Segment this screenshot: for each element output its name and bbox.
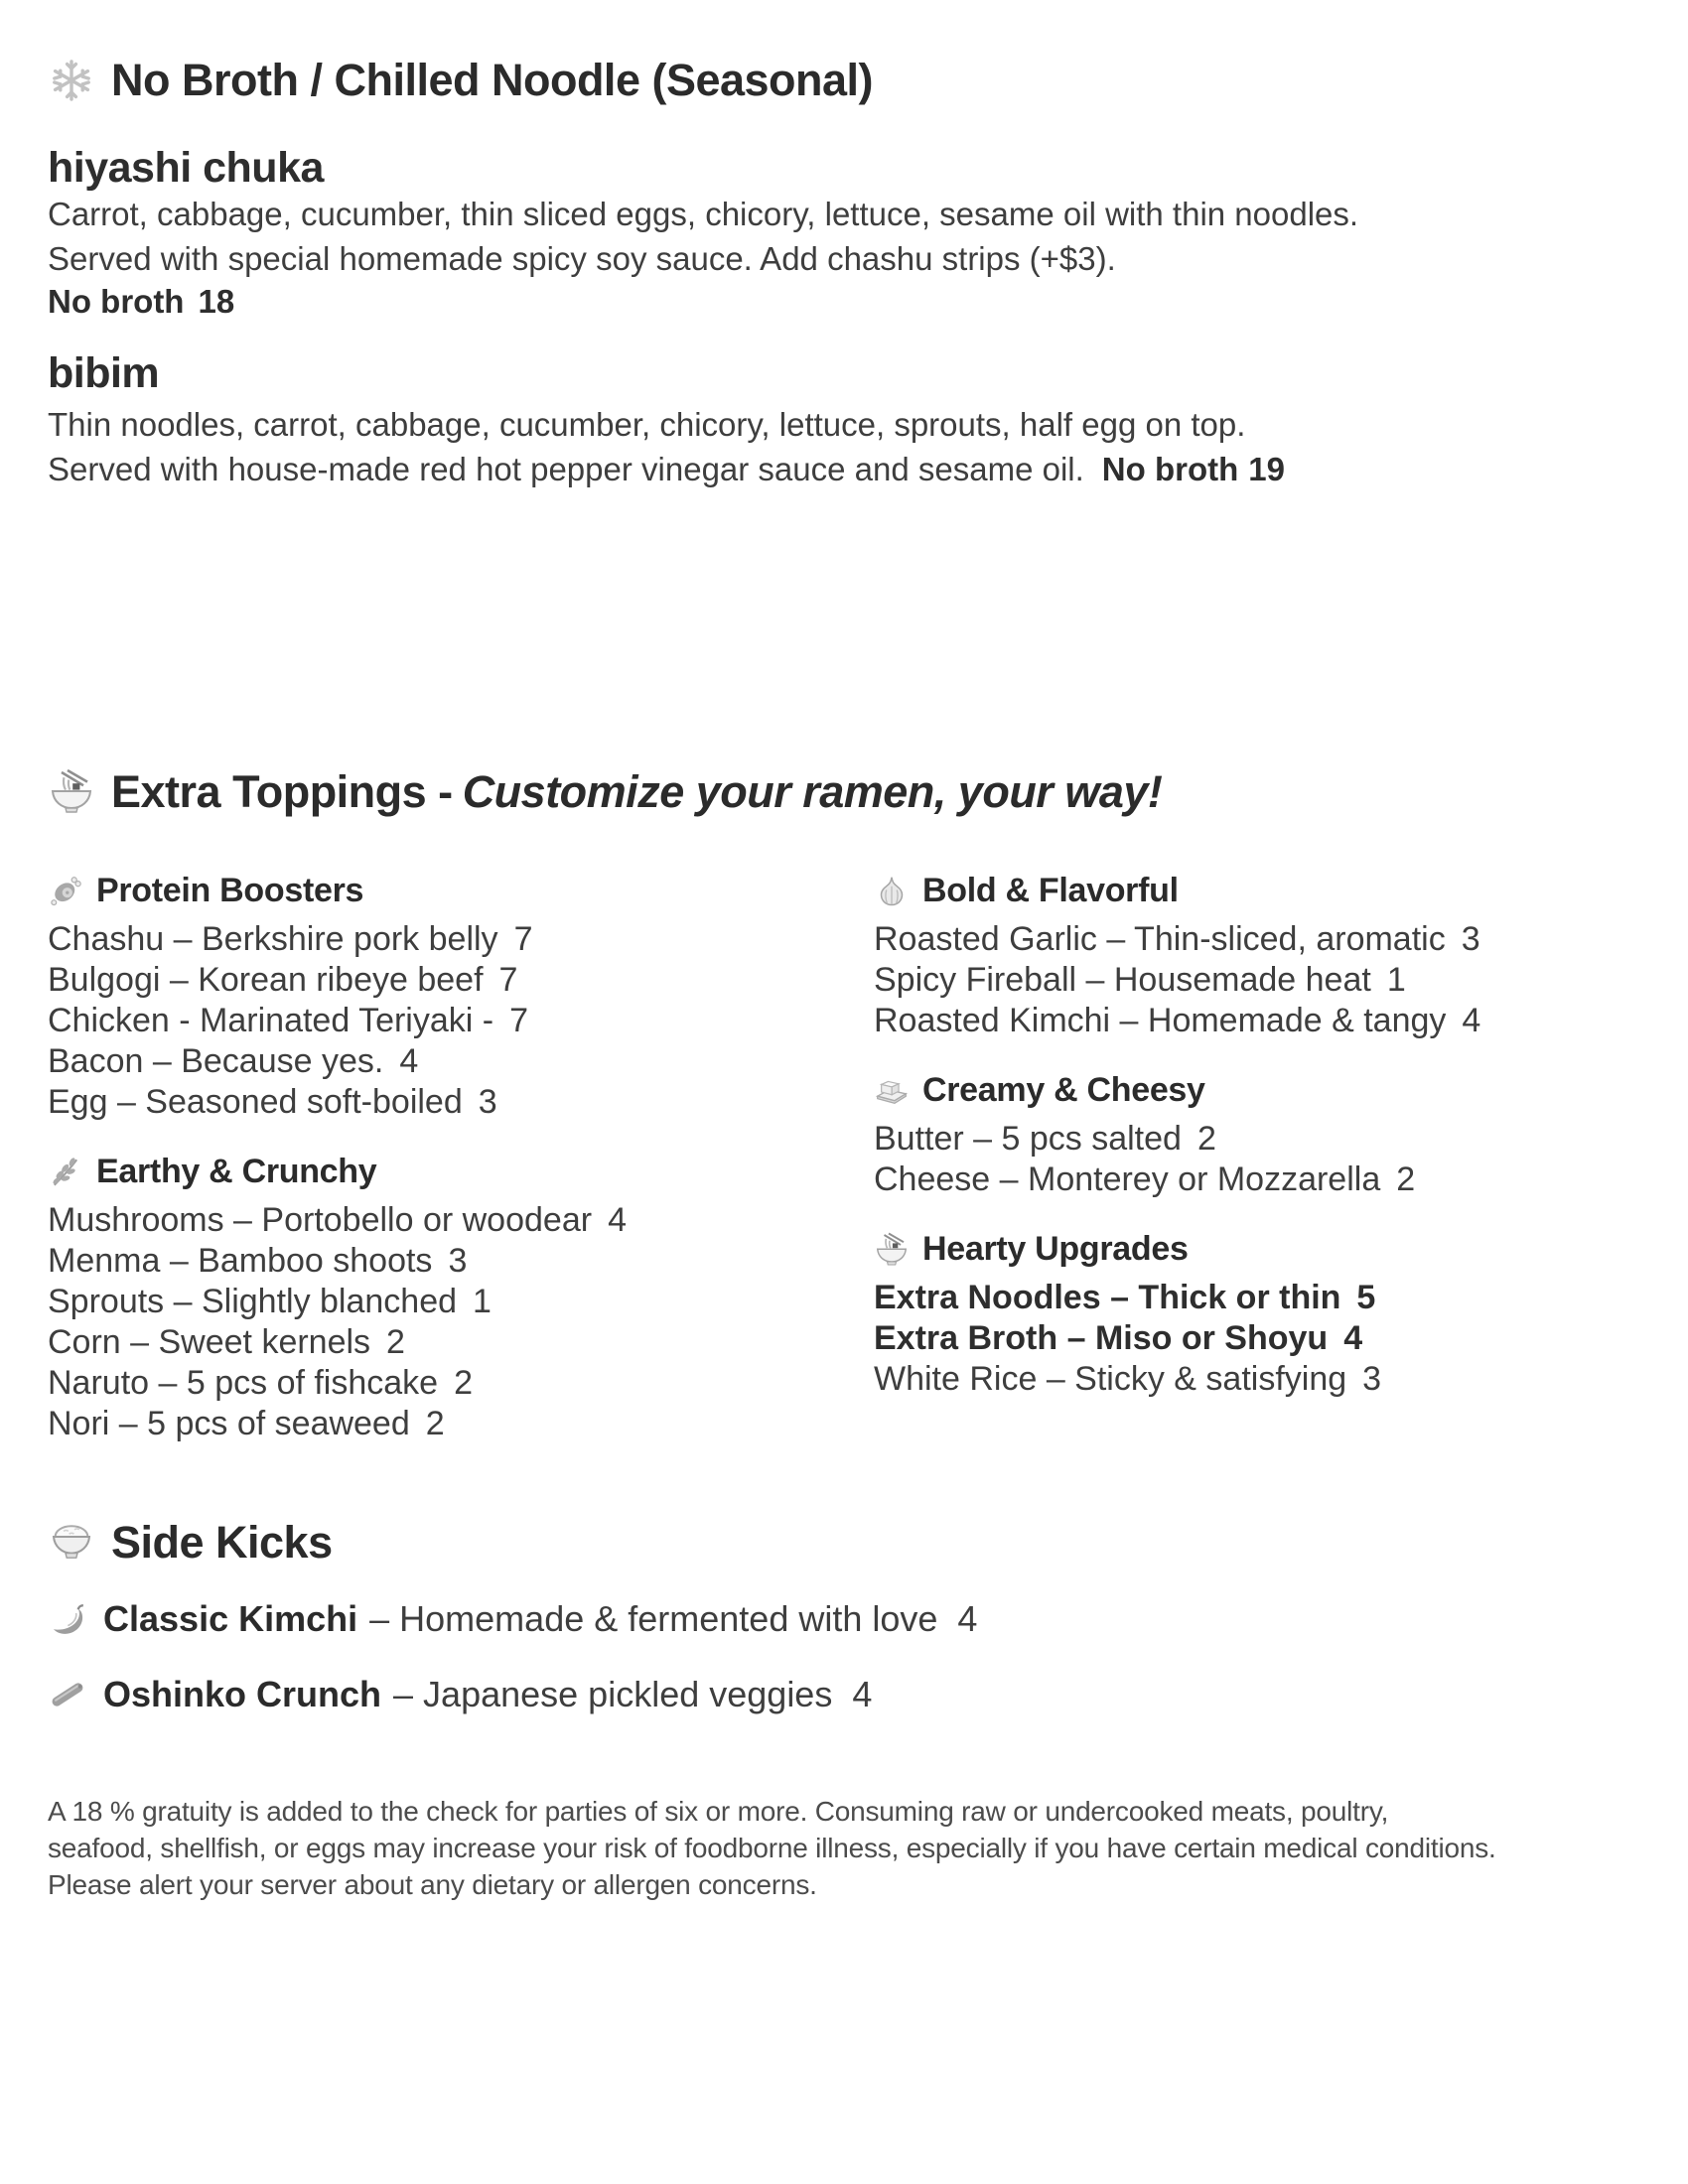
price-value: 19 <box>1248 451 1285 487</box>
price-value: 1 <box>473 1283 492 1320</box>
cucumber-icon <box>48 1675 87 1714</box>
sidekicks-section-header <box>48 1517 333 1569</box>
description-line: Served with house-made red hot pepper vinegar sauce and sesame oil. No broth 19 <box>48 451 1285 487</box>
price-value: 4 <box>957 1598 978 1639</box>
price-value: 4 <box>608 1201 627 1239</box>
toppings-tagline: Customize your ramen, your way! <box>462 766 1163 817</box>
sidekick-name: Classic Kimchi <box>103 1598 358 1639</box>
disclaimer <box>48 1793 1496 1903</box>
group-protein-boosters <box>48 872 842 1123</box>
toppings-column-right <box>874 872 1658 1400</box>
topping-item: Bacon – Because yes. 4 <box>48 1042 419 1080</box>
price-value: 1 <box>1386 961 1406 999</box>
sidekick-description: – Japanese pickled veggies <box>393 1674 833 1714</box>
price-label: No broth <box>1101 451 1239 487</box>
toppings-section-header <box>48 766 1162 818</box>
price-value: 2 <box>454 1364 474 1402</box>
price-value: 4 <box>399 1042 419 1080</box>
sidekick-classic-kimchi <box>48 1598 977 1640</box>
dish-name-hiyashi-chuka: hiyashi chuka <box>48 144 324 192</box>
topping-item: Egg – Seasoned soft-boiled 3 <box>48 1083 497 1121</box>
toppings-section-title: Extra Toppings - Customize your ramen, your way! <box>111 766 1163 817</box>
price-value: 2 <box>1196 1120 1216 1158</box>
price-value: 7 <box>498 961 518 999</box>
chilled-section-title: No Broth / Chilled Noodle (Seasonal) <box>111 55 874 105</box>
description-line: Thin noodles, carrot, cabbage, cucumber, chicory, lettuce, sprouts, half egg on top. <box>48 406 1246 443</box>
ramen-bowl-icon <box>48 768 95 816</box>
price-value: 3 <box>1362 1360 1382 1398</box>
hiyashi-chuka-description <box>48 192 1358 281</box>
disclaimer-line: seafood, shellfish, or eggs may increase your risk of foodborne illness, especially if you have certain medical conditions. <box>48 1833 1496 1863</box>
group-title: Creamy & Cheesy <box>922 1071 1205 1109</box>
topping-item: Roasted Garlic – Thin-sliced, aromatic 3 <box>874 920 1480 958</box>
group-title: Bold & Flavorful <box>922 872 1179 909</box>
group-title: Protein Boosters <box>96 872 364 909</box>
topping-item: Mushrooms – Portobello or woodear 4 <box>48 1201 627 1239</box>
chili-pepper-icon <box>48 1599 87 1639</box>
price-label: No broth <box>48 283 185 320</box>
topping-item: Extra Noodles – Thick or thin 5 <box>874 1279 1376 1316</box>
sidekick-oshinko-crunch <box>48 1674 872 1715</box>
group-title: Hearty Upgrades <box>922 1230 1189 1268</box>
topping-item: Chicken - Marinated Teriyaki - 7 <box>48 1002 529 1039</box>
herb-sprig-icon <box>48 1155 83 1190</box>
topping-item: Extra Broth – Miso or Shoyu 4 <box>874 1319 1363 1357</box>
group-hearty-upgrades <box>874 1230 1658 1400</box>
sidekicks-section-title: Side Kicks <box>111 1517 333 1568</box>
bibim-description <box>48 402 1285 491</box>
topping-item: White Rice – Sticky & satisfying 3 <box>874 1360 1382 1398</box>
sidekick-description: – Homemade & fermented with love <box>369 1598 938 1639</box>
butter-icon <box>874 1073 910 1109</box>
topping-item: Naruto – 5 pcs of fishcake 2 <box>48 1364 474 1402</box>
price-value: 3 <box>1461 920 1480 958</box>
group-creamy-cheesy <box>874 1071 1658 1200</box>
chilled-section-header <box>48 55 873 106</box>
disclaimer-line: A 18 % gratuity is added to the check for parties of six or more. Consuming raw or undercooked meats, poultry, <box>48 1796 1389 1827</box>
ramen-bowl-icon <box>874 1232 910 1268</box>
price-value: 7 <box>509 1002 529 1039</box>
topping-item: Bulgogi – Korean ribeye beef 7 <box>48 961 518 999</box>
topping-item: Nori – 5 pcs of seaweed 2 <box>48 1405 445 1442</box>
price-value: 3 <box>448 1242 468 1280</box>
snowflake-icon <box>48 57 95 104</box>
group-title: Earthy & Crunchy <box>96 1153 377 1190</box>
topping-item: Roasted Kimchi – Homemade & tangy 4 <box>874 1002 1481 1039</box>
disclaimer-line: Please alert your server about any dietary or allergen concerns. <box>48 1869 817 1900</box>
price-value: 7 <box>513 920 533 958</box>
topping-item: Sprouts – Slightly blanched 1 <box>48 1283 492 1320</box>
price-value: 18 <box>198 283 235 320</box>
description-line: Carrot, cabbage, cucumber, thin sliced eggs, chicory, lettuce, sesame oil with thin noodles. <box>48 196 1359 232</box>
topping-item: Menma – Bamboo shoots 3 <box>48 1242 468 1280</box>
price-value: 4 <box>852 1674 873 1714</box>
price-value: 3 <box>478 1083 497 1121</box>
garlic-icon <box>874 874 910 909</box>
topping-item: Spicy Fireball – Housemade heat 1 <box>874 961 1406 999</box>
sidekick-name: Oshinko Crunch <box>103 1674 382 1714</box>
price-value: 4 <box>1343 1319 1363 1357</box>
toppings-column-left <box>48 872 842 1444</box>
group-bold-flavorful <box>874 872 1658 1041</box>
topping-item: Butter – 5 pcs salted 2 <box>874 1120 1216 1158</box>
topping-item: Cheese – Monterey or Mozzarella 2 <box>874 1160 1416 1198</box>
hiyashi-chuka-price <box>48 283 234 321</box>
description-line: Served with special homemade spicy soy sauce. Add chashu strips (+$3). <box>48 240 1116 277</box>
topping-item: Corn – Sweet kernels 2 <box>48 1323 405 1361</box>
group-earthy-crunchy <box>48 1153 842 1444</box>
rice-bowl-icon <box>48 1519 95 1567</box>
price-value: 2 <box>386 1323 405 1361</box>
meat-on-bone-icon <box>48 874 83 909</box>
price-value: 2 <box>425 1405 445 1442</box>
price-value: 4 <box>1462 1002 1481 1039</box>
topping-item: Chashu – Berkshire pork belly 7 <box>48 920 533 958</box>
dish-name-bibim: bibim <box>48 349 160 397</box>
price-value: 5 <box>1356 1279 1376 1316</box>
price-value: 2 <box>1396 1160 1416 1198</box>
